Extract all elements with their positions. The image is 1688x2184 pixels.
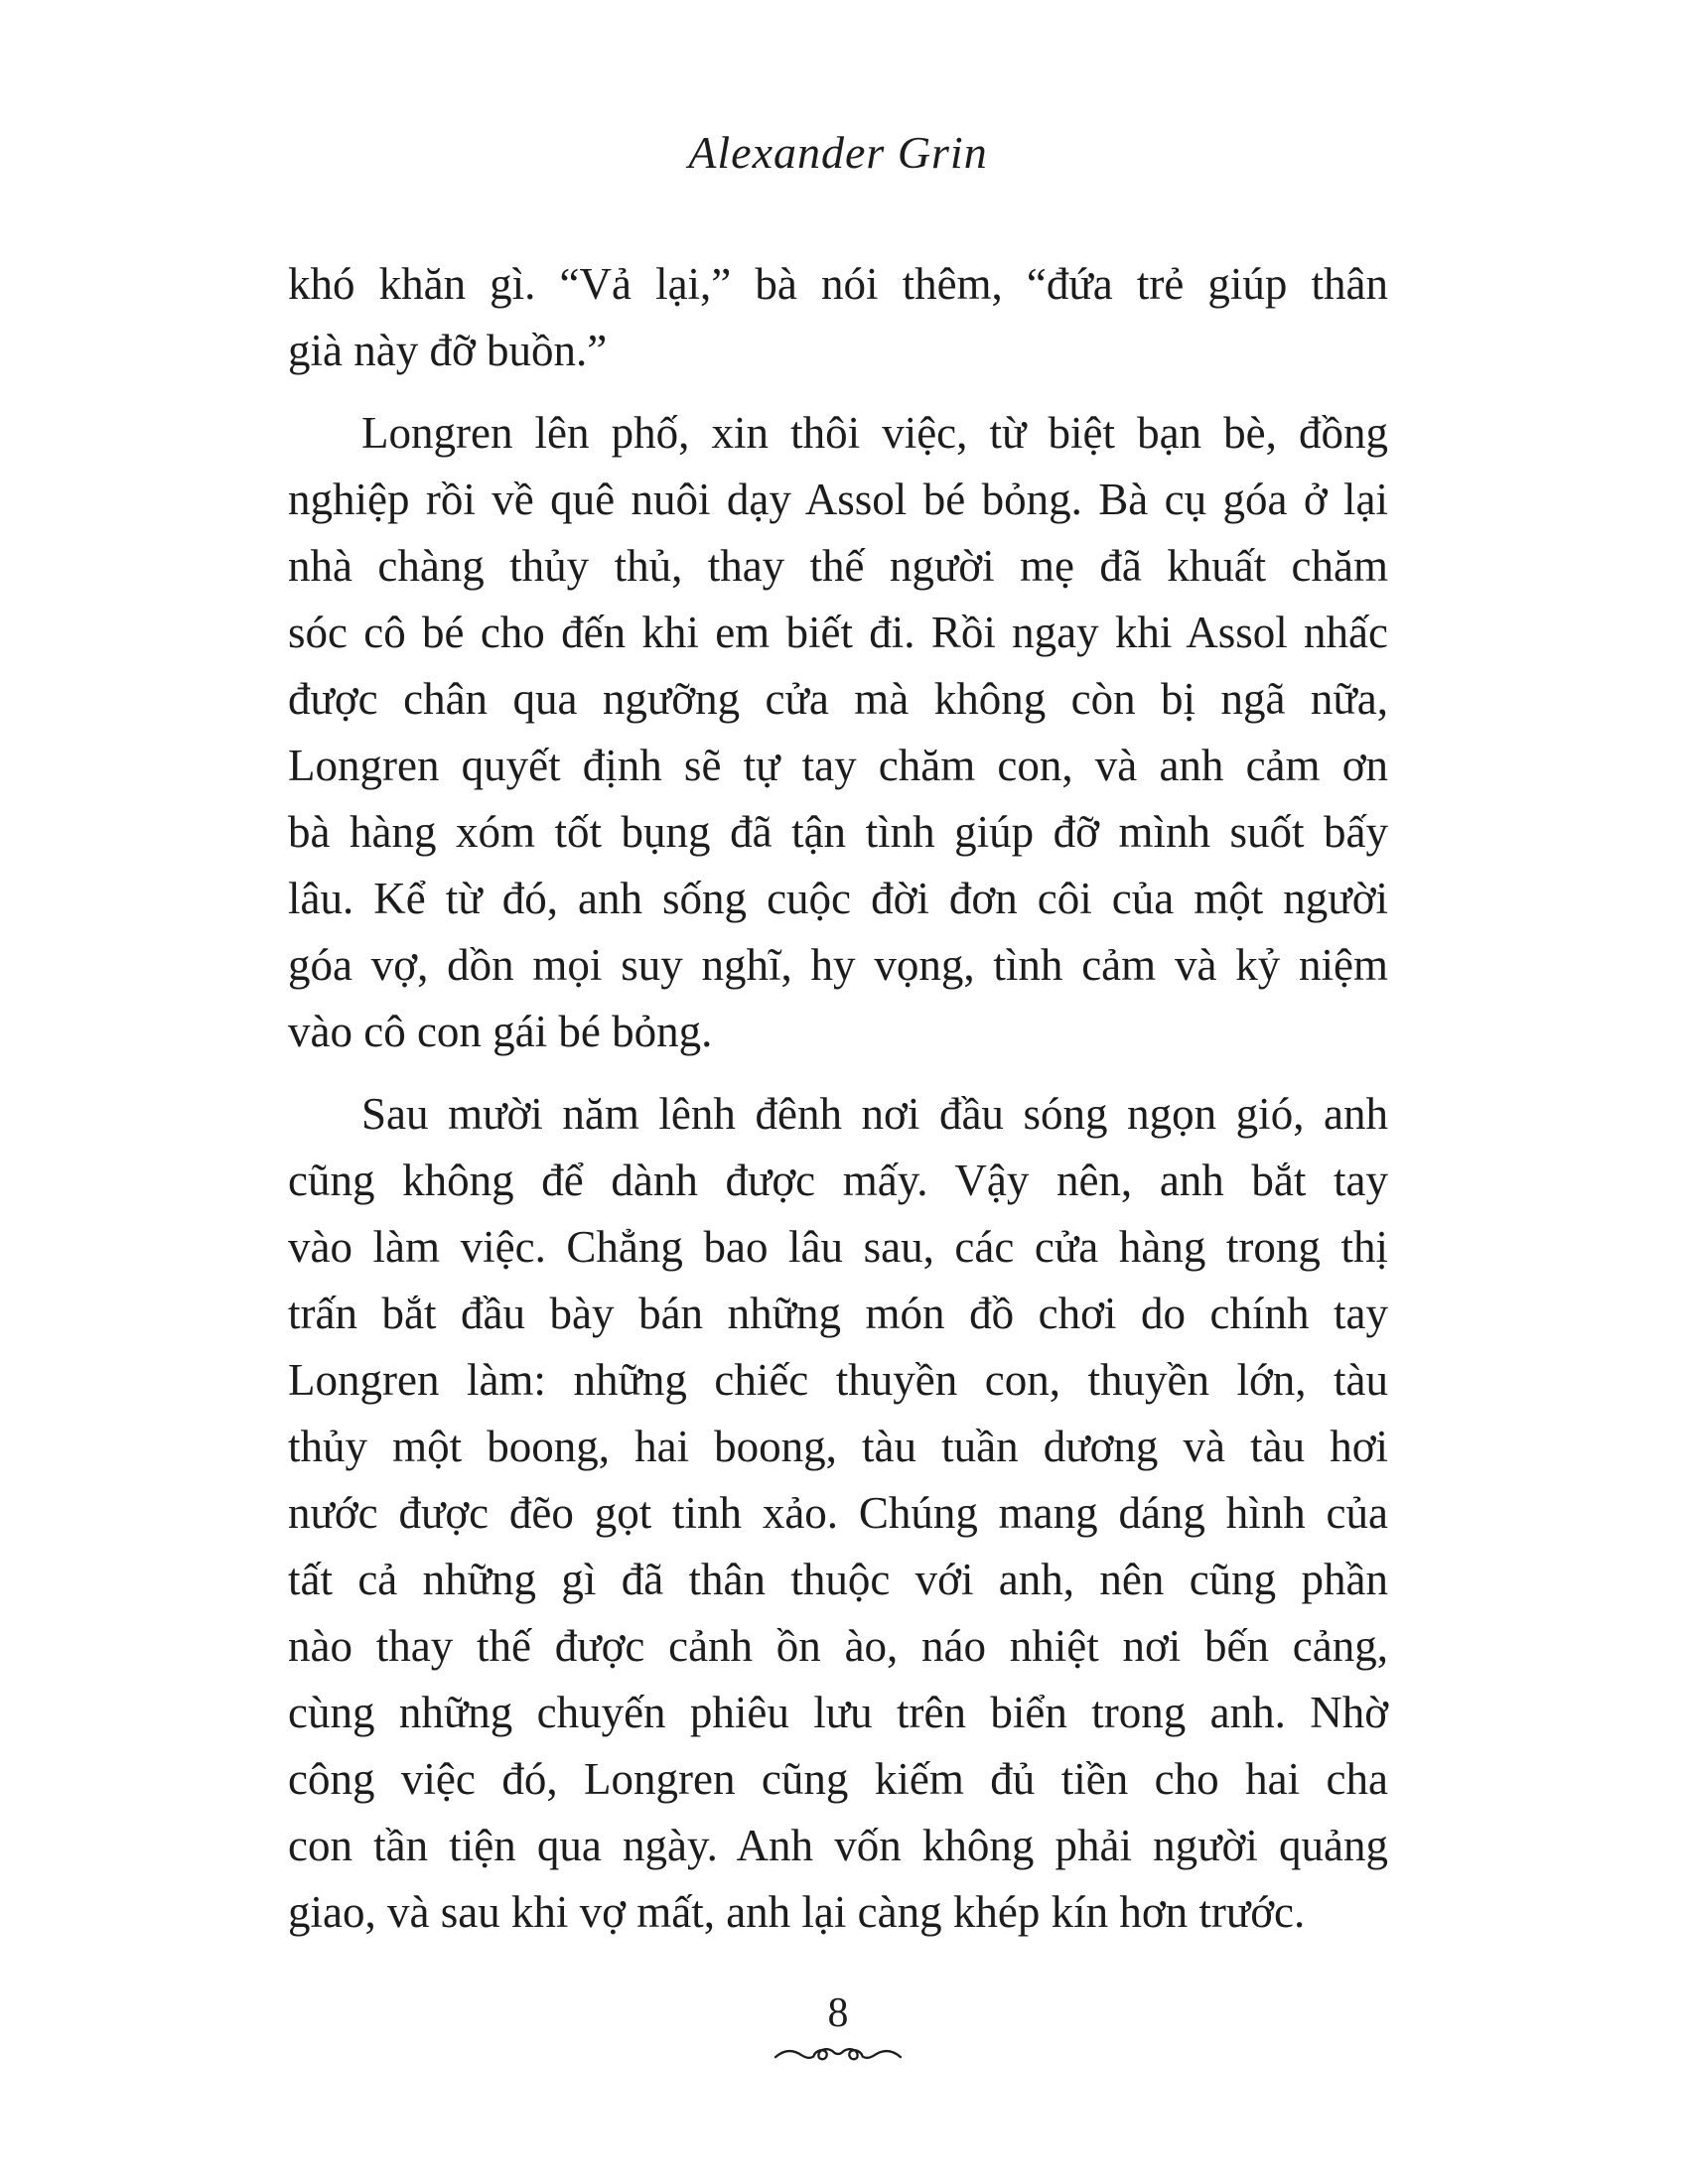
running-header: Alexander Grin (688, 127, 988, 178)
text-line: công việc đó, Longren cũng kiếm đủ tiền cho hai cha (288, 1754, 1388, 1804)
text-line: bà hàng xóm tốt bụng đã tận tình giúp đỡ mình suốt bấy (288, 807, 1388, 857)
text-line: Sau mười năm lênh đênh nơi đầu sóng ngọn gió, anh (361, 1089, 1388, 1139)
text-line: Longren lên phố, xin thôi việc, từ biệt bạn bè, đồng (361, 408, 1388, 458)
text-line: Longren làm: những chiếc thuyền con, thuyền lớn, tàu (288, 1355, 1388, 1405)
text-line: được chân qua ngưỡng cửa mà không còn bị ngã nữa, (288, 674, 1388, 724)
text-line: nhà chàng thủy thủ, thay thế người mẹ đã khuất chăm (288, 541, 1388, 591)
flourish-ornament-icon (288, 2039, 1388, 2069)
text-line: góa vợ, dồn mọi suy nghĩ, hy vọng, tình cảm và kỷ niệm (288, 940, 1388, 990)
text-block (288, 251, 1388, 1946)
text-line: vào cô con gái bé bỏng. (288, 1007, 713, 1056)
page-number: 8 (827, 1990, 849, 2036)
text-line: nào thay thế được cảnh ồn ào, náo nhiệt nơi bến cảng, (288, 1621, 1388, 1671)
paragraph (288, 400, 1388, 1065)
text-line: cùng những chuyến phiêu lưu trên biển trong anh. Nhờ (288, 1688, 1388, 1737)
text-line: nước được đẽo gọt tinh xảo. Chúng mang dáng hình của (288, 1488, 1388, 1538)
text-line: nghiệp rồi về quê nuôi dạy Assol bé bỏng. Bà cụ góa ở lại (288, 475, 1388, 524)
text-line: cũng không để dành được mấy. Vậy nên, anh bắt tay (288, 1156, 1388, 1205)
text-line: Longren quyết định sẽ tự tay chăm con, và anh cảm ơn (288, 741, 1388, 790)
paragraph (288, 251, 1388, 384)
text-line: con tần tiện qua ngày. Anh vốn không phải người quảng (288, 1821, 1388, 1870)
text-line: giao, và sau khi vợ mất, anh lại càng khép kín hơn trước. (288, 1887, 1306, 1937)
text-line: già này đỡ buồn.” (288, 326, 608, 375)
text-line: lâu. Kể từ đó, anh sống cuộc đời đơn côi của một người (288, 874, 1388, 923)
text-line: thủy một boong, hai boong, tàu tuần dương và tàu hơi (288, 1422, 1388, 1471)
text-line: khó khăn gì. “Vả lại,” bà nói thêm, “đứa trẻ giúp thân (288, 259, 1388, 309)
text-line: trấn bắt đầu bày bán những món đồ chơi do chính tay (288, 1289, 1388, 1338)
text-line: vào làm việc. Chẳng bao lâu sau, các cửa hàng trong thị (288, 1222, 1388, 1272)
paragraph (288, 1081, 1388, 1946)
text-line: tất cả những gì đã thân thuộc với anh, nên cũng phần (288, 1555, 1388, 1604)
text-line: sóc cô bé cho đến khi em biết đi. Rồi ngay khi Assol nhấc (288, 608, 1388, 657)
